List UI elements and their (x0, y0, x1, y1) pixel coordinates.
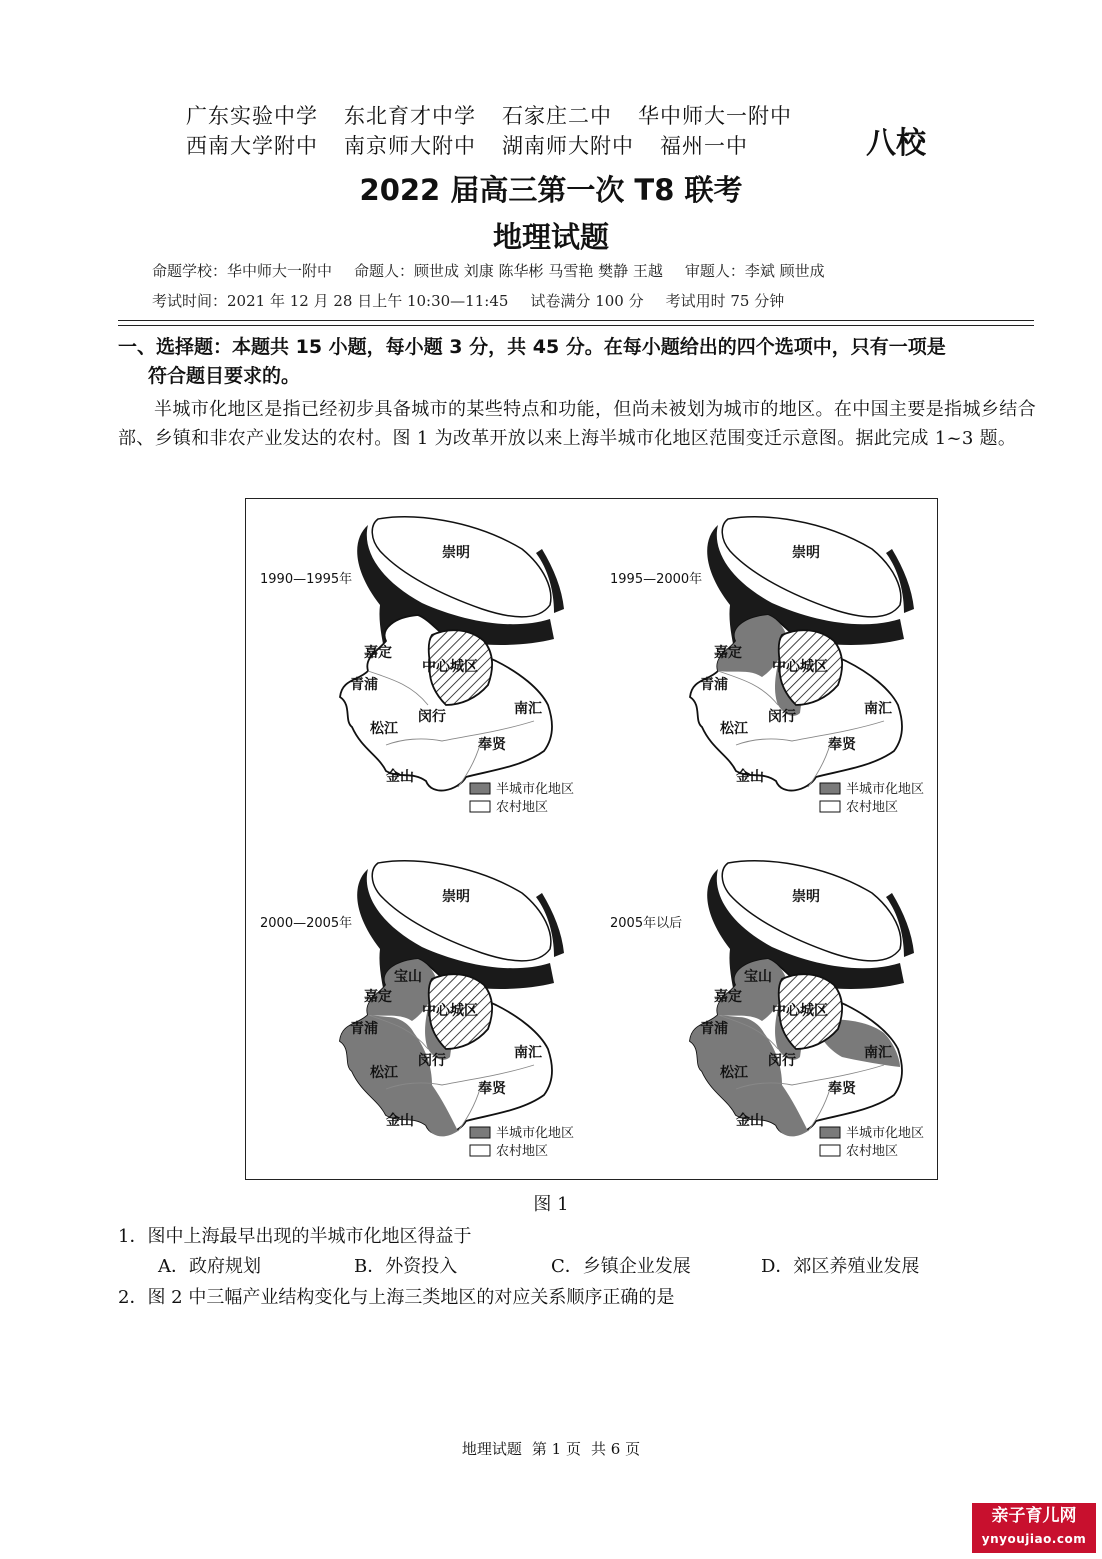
district-label: 金山 (386, 1113, 414, 1129)
district-label: 闵行 (768, 709, 796, 725)
legend-semi-label: 半城市化地区 (496, 782, 575, 797)
district-label: 嘉定 (364, 989, 392, 1005)
section-heading-line1: 一、选择题：本题共 15 小题，每小题 3 分，共 45 分。在每小题给出的四个选项中，只有一项是 (118, 336, 946, 358)
legend-semi-swatch (820, 783, 840, 794)
district-label: 南汇 (514, 701, 542, 717)
legend-semi-label: 半城市化地区 (846, 782, 925, 797)
legend-semi-label: 半城市化地区 (846, 1126, 925, 1141)
district-label: 中心城区 (422, 659, 478, 675)
page-footer (0, 1438, 1102, 1459)
legend-rural-label: 农村地区 (846, 1144, 899, 1159)
setters: 命题人：顾世成 刘康 陈华彬 马雪艳 樊静 王越 (354, 262, 663, 280)
district-label: 奉贤 (478, 737, 506, 753)
exam-info (152, 290, 806, 311)
watermark-line1: 亲子育儿网 (991, 1506, 1077, 1526)
district-label: 宝山 (394, 969, 422, 985)
map-panel (260, 861, 574, 1159)
district-label: 奉贤 (828, 737, 856, 753)
school-name: 福州一中 (660, 134, 748, 158)
legend-semi-swatch (470, 783, 490, 794)
district-label: 奉贤 (478, 1081, 506, 1097)
option-a: A．政府规划 (158, 1256, 261, 1277)
district-label: 嘉定 (714, 989, 742, 1005)
period-label: 2000—2005年 (260, 916, 353, 931)
district-label: 崇明 (442, 545, 470, 561)
legend-rural-swatch (820, 1145, 840, 1156)
legend-rural-swatch (820, 801, 840, 812)
passage: 半城市化地区是指已经初步具备城市的某些特点和功能，但尚未被划为城市的地区。在中国主要是指城乡结合部、乡镇和非农产业发达的农村。图 1 为改革开放以来上海半城市化地区范围变迁示意图。据此完成 1~3 题。 (118, 399, 1036, 449)
watermark-logo (972, 1503, 1096, 1553)
section-heading (118, 333, 1028, 391)
school-list-row1 (186, 100, 818, 130)
setter-school: 命题学校：华中师大一附中 (152, 262, 333, 280)
figure-1 (245, 498, 938, 1180)
district-label: 金山 (736, 769, 764, 785)
district-label: 青浦 (700, 1021, 728, 1037)
district-label: 松江 (720, 1065, 748, 1081)
district-label: 崇明 (792, 889, 820, 905)
divider (118, 325, 1034, 326)
district-label: 奉贤 (828, 1081, 856, 1097)
period-label: 1995—2000年 (610, 572, 703, 587)
footer-total: 共 6 页 (591, 1440, 641, 1458)
exam-time: 考试时间：2021 年 12 月 28 日上午 10:30—11:45 (152, 292, 509, 310)
district-label: 青浦 (700, 677, 728, 693)
setter-info (152, 260, 847, 281)
district-label: 闵行 (418, 709, 446, 725)
map-panel (610, 861, 924, 1159)
reviewers: 审题人：李斌 顾世成 (684, 262, 825, 280)
school-name: 西南大学附中 (186, 134, 318, 158)
divider (118, 320, 1034, 321)
legend-rural-swatch (470, 1145, 490, 1156)
district-label: 中心城区 (772, 659, 828, 675)
legend-rural-swatch (470, 801, 490, 812)
district-label: 青浦 (350, 677, 378, 693)
district-label: 闵行 (418, 1053, 446, 1069)
legend-rural-label: 农村地区 (496, 1144, 549, 1159)
district-label: 中心城区 (422, 1003, 478, 1019)
footer-subject: 地理试题 (461, 1440, 522, 1458)
shanghai-maps (246, 499, 937, 1179)
option-c: C．乡镇企业发展 (551, 1256, 691, 1277)
legend-rural-label: 农村地区 (496, 800, 549, 815)
period-label: 2005年以后 (610, 916, 683, 931)
district-label: 青浦 (350, 1021, 378, 1037)
map-panel (260, 517, 574, 815)
exam-title: 2022 届高三第一次 T8 联考 (359, 173, 743, 207)
watermark-line2: ynyoujiao.com (981, 1532, 1087, 1546)
school-name: 广东实验中学 (186, 104, 318, 128)
option-b: B．外资投入 (354, 1256, 458, 1277)
district-label: 金山 (736, 1113, 764, 1129)
district-label: 闵行 (768, 1053, 796, 1069)
school-name: 华中师大一附中 (638, 104, 792, 128)
school-name: 南京师大附中 (344, 134, 476, 158)
district-label: 金山 (386, 769, 414, 785)
district-label: 嘉定 (714, 645, 742, 661)
section-heading-line2: 符合题目要求的。 (148, 365, 301, 387)
district-label: 松江 (370, 1065, 398, 1081)
question-2-stem: 2．图 2 中三幅产业结构变化与上海三类地区的对应关系顺序正确的是 (118, 1287, 675, 1308)
full-score: 试卷满分 100 分 (530, 292, 644, 310)
district-label: 崇明 (792, 545, 820, 561)
district-label: 松江 (720, 721, 748, 737)
legend-rural-label: 农村地区 (846, 800, 899, 815)
district-label: 南汇 (514, 1045, 542, 1061)
legend-semi-swatch (820, 1127, 840, 1138)
district-label: 宝山 (744, 969, 772, 985)
district-label: 嘉定 (364, 645, 392, 661)
duration: 考试用时 75 分钟 (665, 292, 785, 310)
map-panel (610, 517, 924, 815)
district-label: 崇明 (442, 889, 470, 905)
school-list-row2 (186, 130, 774, 160)
school-name: 湖南师大附中 (502, 134, 634, 158)
group-label: 八校 (866, 126, 926, 161)
district-label: 中心城区 (772, 1003, 828, 1019)
district-label: 南汇 (864, 1045, 892, 1061)
footer-page: 第 1 页 (531, 1440, 581, 1458)
district-label: 松江 (370, 721, 398, 737)
figure-caption: 图 1 (533, 1194, 569, 1215)
legend-semi-swatch (470, 1127, 490, 1138)
option-d: D．郊区养殖业发展 (761, 1256, 920, 1277)
school-name: 东北育才中学 (344, 104, 476, 128)
legend-semi-label: 半城市化地区 (496, 1126, 575, 1141)
period-label: 1990—1995年 (260, 572, 353, 587)
school-name: 石家庄二中 (502, 104, 612, 128)
question-1-stem: 1．图中上海最早出现的半城市化地区得益于 (118, 1226, 472, 1247)
subject-title: 地理试题 (492, 220, 609, 254)
district-label: 南汇 (864, 701, 892, 717)
